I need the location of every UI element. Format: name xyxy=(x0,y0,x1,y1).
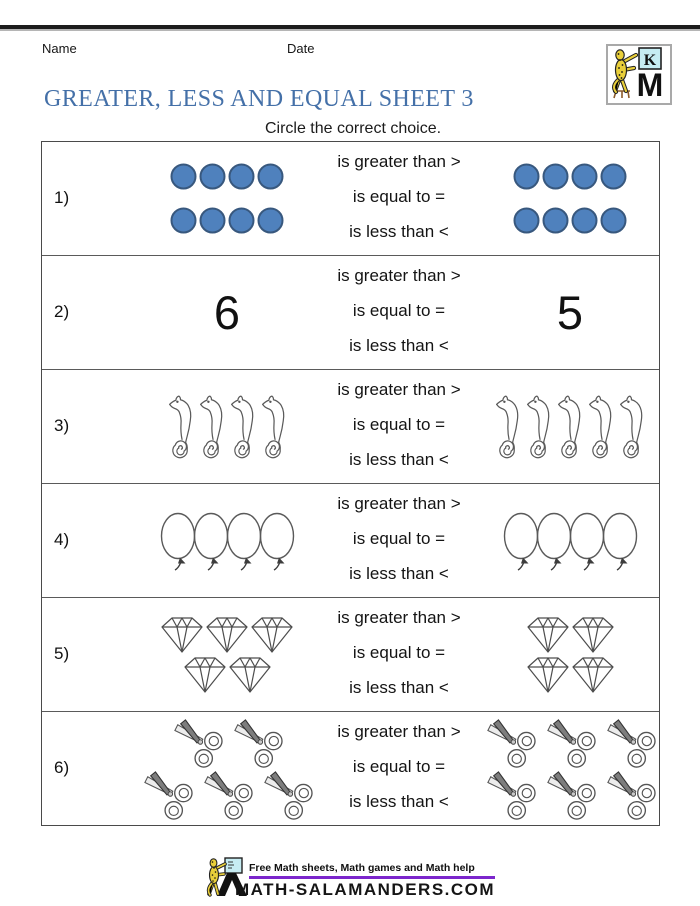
choice-greater-than[interactable]: is greater than > xyxy=(337,266,461,285)
footer-site-name: MATH-SALAMANDERS.COM xyxy=(234,880,496,899)
choice-equal-to[interactable]: is equal to = xyxy=(352,643,446,662)
circle-icon xyxy=(199,207,226,234)
choice-less-than[interactable]: is less than < xyxy=(349,450,449,469)
choice-greater-than[interactable]: is greater than > xyxy=(337,380,461,399)
right-group xyxy=(482,484,658,597)
right-group xyxy=(482,370,658,483)
seahorse-icon xyxy=(228,391,258,463)
footer-underline xyxy=(249,876,495,879)
balloons-row xyxy=(504,510,636,572)
circle-icon xyxy=(228,207,255,234)
circles-row xyxy=(169,207,285,234)
diamonds-row xyxy=(160,615,295,655)
seahorse-icon xyxy=(524,391,554,463)
diamonds-row xyxy=(182,655,272,695)
choice-equal-to[interactable]: is equal to = xyxy=(352,301,446,320)
scissors-icon xyxy=(602,718,658,768)
diamond-icon xyxy=(227,655,273,695)
scissors-icon xyxy=(199,770,255,820)
diamond-icon xyxy=(570,655,616,695)
circle-icon xyxy=(228,163,255,190)
right-group xyxy=(482,256,658,369)
choice-greater-than[interactable]: is greater than > xyxy=(337,722,461,741)
circles-row xyxy=(512,163,628,190)
scissors-row xyxy=(167,718,287,768)
choice-less-than[interactable]: is less than < xyxy=(349,564,449,583)
scissors-icon xyxy=(482,770,538,820)
worksheet-row-3 xyxy=(42,369,659,483)
worksheet-row-1 xyxy=(42,142,659,255)
math-salamanders-logo xyxy=(606,44,672,105)
choice-greater-than[interactable]: is greater than > xyxy=(337,152,461,171)
choice-equal-to[interactable]: is equal to = xyxy=(352,415,446,434)
choices-group xyxy=(314,256,484,369)
instructions: Circle the correct choice. xyxy=(264,120,442,137)
row-number: 2) xyxy=(54,301,70,321)
circle-icon xyxy=(513,163,540,190)
left-group xyxy=(112,484,342,597)
scissors-icon xyxy=(602,770,658,820)
diamonds-row xyxy=(525,655,615,695)
worksheet-row-6 xyxy=(42,711,659,825)
worksheet-row-4 xyxy=(42,483,659,597)
balloon-icon xyxy=(601,510,639,572)
footer xyxy=(0,856,700,900)
circle-icon xyxy=(513,207,540,234)
left-group xyxy=(112,142,342,255)
row-number: 3) xyxy=(54,415,70,435)
diamond-icon xyxy=(182,655,228,695)
choice-less-than[interactable]: is less than < xyxy=(349,336,449,355)
svg-text:M: M xyxy=(636,67,664,99)
row-number: 6) xyxy=(54,757,70,777)
diamond-icon xyxy=(525,615,571,655)
choices-group xyxy=(314,370,484,483)
diamond-icon xyxy=(159,615,205,655)
circle-icon xyxy=(199,163,226,190)
choice-equal-to[interactable]: is equal to = xyxy=(352,529,446,548)
choices-group xyxy=(314,712,484,825)
right-group xyxy=(482,712,658,825)
worksheet-row-2 xyxy=(42,255,659,369)
seahorse-icon xyxy=(586,391,616,463)
choice-less-than[interactable]: is less than < xyxy=(349,222,449,241)
left-group xyxy=(112,256,342,369)
circles-row xyxy=(512,207,628,234)
circle-icon xyxy=(170,163,197,190)
svg-text:K: K xyxy=(643,52,657,69)
scissors-icon xyxy=(169,718,225,768)
choice-less-than[interactable]: is less than < xyxy=(349,678,449,697)
row-number: 4) xyxy=(54,529,70,549)
choice-greater-than[interactable]: is greater than > xyxy=(337,494,461,513)
choice-equal-to[interactable]: is equal to = xyxy=(352,757,446,776)
circle-icon xyxy=(571,207,598,234)
balloons-row xyxy=(161,510,293,572)
footer-tagline: Free Math sheets, Math games and Math help xyxy=(248,862,475,874)
seahorse-icon xyxy=(493,391,523,463)
choices-group xyxy=(314,484,484,597)
diamonds-row xyxy=(525,615,615,655)
scissors-icon xyxy=(542,770,598,820)
circle-icon xyxy=(542,207,569,234)
choices-group xyxy=(314,142,484,255)
balloon-icon xyxy=(258,510,296,572)
circle-icon xyxy=(257,163,284,190)
row-number: 5) xyxy=(54,643,70,663)
circle-icon xyxy=(170,207,197,234)
comparison-number: 6 xyxy=(213,286,241,339)
choice-less-than[interactable]: is less than < xyxy=(349,792,449,811)
scissors-icon xyxy=(229,718,285,768)
circle-icon xyxy=(600,163,627,190)
scissors-row xyxy=(137,770,317,820)
left-group xyxy=(112,712,342,825)
scissors-icon xyxy=(259,770,315,820)
circle-icon xyxy=(571,163,598,190)
row-number: 1) xyxy=(54,187,70,207)
date-label: Date xyxy=(287,41,315,56)
circles-row xyxy=(169,163,285,190)
diamond-icon xyxy=(570,615,616,655)
scissors-icon xyxy=(542,718,598,768)
diamond-icon xyxy=(249,615,295,655)
worksheet-table xyxy=(41,141,660,826)
seahorses-row xyxy=(165,391,289,463)
scissors-icon xyxy=(482,718,538,768)
seahorse-icon xyxy=(259,391,289,463)
seahorses-row xyxy=(493,391,648,463)
scissors-icon xyxy=(139,770,195,820)
circle-icon xyxy=(542,163,569,190)
diamond-icon xyxy=(525,655,571,695)
right-group xyxy=(482,598,658,711)
seahorse-icon xyxy=(617,391,647,463)
page-title: GREATER, LESS AND EQUAL SHEET 3 xyxy=(44,86,474,112)
top-divider-rule xyxy=(0,25,700,31)
circle-icon xyxy=(257,207,284,234)
left-group xyxy=(112,598,342,711)
seahorse-icon xyxy=(166,391,196,463)
name-label: Name xyxy=(42,41,77,56)
seahorse-icon xyxy=(197,391,227,463)
scissors-row xyxy=(480,718,660,768)
choice-equal-to[interactable]: is equal to = xyxy=(352,187,446,206)
choices-group xyxy=(314,598,484,711)
comparison-number: 5 xyxy=(556,286,584,339)
choice-greater-than[interactable]: is greater than > xyxy=(337,608,461,627)
right-group xyxy=(482,142,658,255)
scissors-row xyxy=(480,770,660,820)
worksheet-row-5 xyxy=(42,597,659,711)
diamond-icon xyxy=(204,615,250,655)
left-group xyxy=(112,370,342,483)
seahorse-icon xyxy=(555,391,585,463)
circle-icon xyxy=(600,207,627,234)
salamander-k-logo-icon xyxy=(608,46,666,99)
